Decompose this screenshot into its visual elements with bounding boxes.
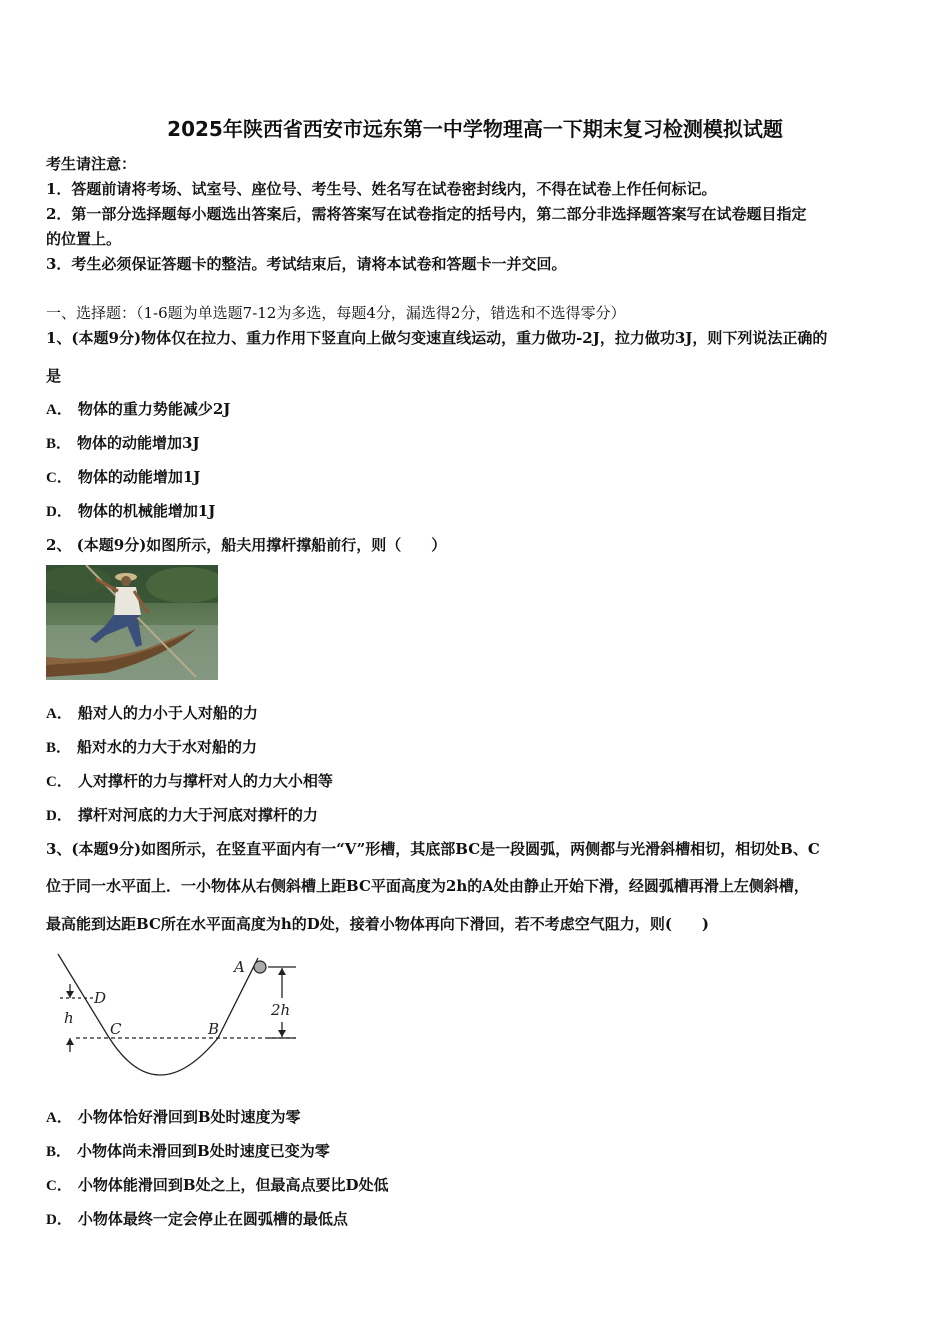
q2-option-a[interactable]: A． 船对人的力小于人对船的力	[46, 704, 258, 722]
label-a: A	[234, 958, 245, 976]
q3-option-d[interactable]: D． 小物体最终一定会停止在圆弧槽的最低点	[46, 1210, 348, 1228]
q2-option-c[interactable]: C． 人对撑杆的力与撑杆对人的力大小相等	[46, 772, 333, 790]
notice-item-1: 1．答题前请将考场、试室号、座位号、考生号、姓名写在试卷密封线内，不得在试卷上作任何标记。	[46, 180, 717, 198]
v-groove-diagram	[46, 948, 306, 1083]
label-b: B	[208, 1020, 220, 1038]
q1-option-b[interactable]: B． 物体的动能增加3J	[46, 434, 200, 452]
q3-stem-line1: 3、(本题9分)如图所示，在竖直平面内有一“V”形槽，其底部BC是一段圆弧，两侧都与光滑斜槽相切，相切处B、C	[46, 840, 820, 858]
notice-item-2: 2．第一部分选择题每小题选出答案后，需将答案写在试卷指定的括号内，第二部分非选择题答案写在试卷题目指定	[46, 205, 807, 223]
notice-item-3: 3．考生必须保证答题卡的整洁。考试结束后，请将本试卷和答题卡一并交回。	[46, 255, 567, 273]
q1-option-d[interactable]: D． 物体的机械能增加1J	[46, 502, 216, 520]
label-d: D	[94, 989, 107, 1007]
q2-option-d[interactable]: D． 撑杆对河底的力大于河底对撑杆的力	[46, 806, 318, 824]
q1-stem-line1: 1、(本题9分)物体仅在拉力、重力作用下竖直向上做匀变速直线运动，重力做功-2J，拉力做功3J，则下列说法正确的	[46, 329, 828, 347]
q3-option-a[interactable]: A． 小物体恰好滑回到B处时速度为零	[46, 1108, 301, 1126]
q3-stem-line3: 最高能到达距BC所在水平面高度为h的D处，接着小物体再向下滑回，若不考虑空气阻力，则( )	[46, 915, 710, 933]
label-2h: 2h	[271, 1001, 291, 1019]
q2-stem: 2、 (本题9分)如图所示，船夫用撑杆撑船前行，则（ ）	[46, 536, 447, 554]
boatman-photo	[46, 565, 218, 680]
q1-option-c[interactable]: C． 物体的动能增加1J	[46, 468, 201, 486]
section-heading: 一、选择题：（1-6题为单选题7-12为多选，每题4分，漏选得2分，错选和不选得零分）	[46, 304, 626, 322]
label-h: h	[64, 1009, 74, 1027]
exam-title: 2025年陕西省西安市远东第一中学物理高一下期末复习检测模拟试题	[167, 117, 783, 141]
notice-item-2-cont: 的位置上。	[46, 230, 122, 248]
q1-stem-line2: 是	[46, 367, 62, 385]
q1-option-a[interactable]: A． 物体的重力势能减少2J	[46, 400, 231, 418]
label-c: C	[110, 1020, 122, 1038]
notice-heading: 考生请注意：	[46, 155, 137, 173]
q2-option-b[interactable]: B． 船对水的力大于水对船的力	[46, 738, 258, 756]
q3-option-b[interactable]: B． 小物体尚未滑回到B处时速度已变为零	[46, 1142, 330, 1160]
q3-stem-line2: 位于同一水平面上．一小物体从右侧斜槽上距BC平面高度为2h的A处由静止开始下滑，经圆弧槽再滑上左侧斜槽，	[46, 877, 809, 895]
q3-option-c[interactable]: C． 小物体能滑回到B处之上，但最高点要比D处低	[46, 1176, 389, 1194]
